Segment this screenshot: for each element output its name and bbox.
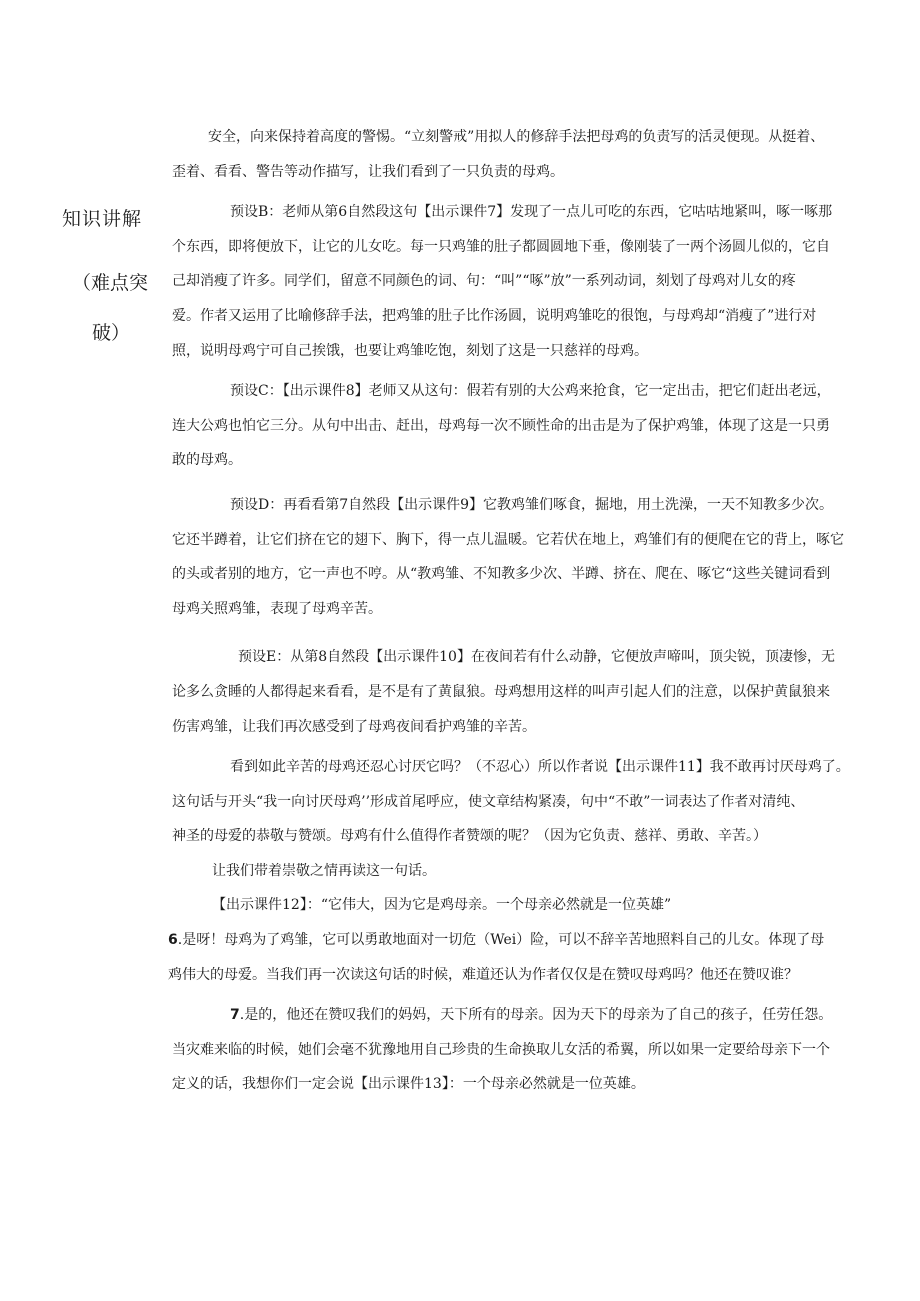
text-line: 己却消瘦了许多。同学们，留意不同颜色的词、句：“叫”“啄”放”一系列动词，刻划了母鸡对儿女的疼 — [172, 273, 796, 290]
text-line: 安全，向来保持着高度的警惕。“立刻警戒”用拟人的修辞手法把母鸡的负责写的活灵便现。从挺着、 — [208, 129, 825, 145]
text-line: 歪着、看看、警告等动作描写，让我们看到了一只负责的母鸡。 — [172, 163, 564, 180]
text-line — [172, 998, 880, 1033]
text-line: 它还半蹲着，让它们挤在它的翅下、胸下，得一点儿温暖。它若伏在地上，鸡雏们有的便爬在它的背上，啄它 — [172, 531, 844, 548]
text-line: 【出示课件12】：“它伟大，因为它是鸡母亲。一个母亲必然就是一位英雄” — [212, 897, 672, 914]
text-line: 母鸡关照鸡雏，表现了母鸡辛苦。 — [172, 600, 382, 617]
text-line: 当灾难来临的时候，她们会毫不犹豫地用自己珍贵的生命换取儿女活的希翼，所以如果一定要给母亲下一个 — [172, 1041, 830, 1058]
text-line: 这句话与开头“我一向讨厌母鸡’’形成首尾呼应，使文章结构紧凑，句中“不敢”一词表达了作者对清纯、 — [172, 793, 805, 810]
paragraph-1 — [172, 120, 880, 189]
text-line: 论多么贪睡的人都得起来看看，是不是有了黄鼠狼。母鸡想用这样的叫声引起人们的注意，以保护黄鼠狼来 — [172, 683, 830, 700]
sidebar-label-line-3: 破） — [92, 322, 131, 344]
item-text: .是呀！母鸡为了鸡雏，它可以勇敢地面对一切危（Wei）险，可以不辞辛苦地照料自己的儿女。体现了母 — [177, 932, 825, 949]
text-line: 预设D：再看看第7自然段【出示课件9】它教鸡雏们啄食，掘地，用土洗澡，一天不知教多少次。 — [230, 496, 834, 513]
paragraph-conclusion — [172, 750, 880, 854]
text-line: 敢的母鸡。 — [172, 452, 242, 469]
text-line: 预设B：老师从第6自然段这句【出示课件7】发现了一点儿可吃的东西，它咕咕地紧叫，啄一啄那 — [230, 204, 833, 221]
paragraph-preset-e — [172, 640, 880, 744]
document-body — [168, 120, 880, 1102]
paragraph-item-6 — [168, 923, 880, 992]
text-line: 定义的话，我想你们一定会说【出示课件13】：一个母亲必然就是一位英雄。 — [172, 1076, 645, 1093]
paragraph-preset-d — [172, 488, 880, 626]
item-text: .是的，他还在赞叹我们的妈妈，天下所有的母亲。因为天下的母亲为了自己的孩子，任劳任怨。 — [239, 1007, 833, 1024]
text-line: 预设C：【出示课件8】老师又从这句：假若有别的大公鸡来抢食，它一定出击，把它们赶出老远， — [230, 383, 831, 400]
text-line: 爱。作者又运用了比喻修辞手法，把鸡雏的肚子比作汤圆，说明鸡雏吃的很饱，与母鸡却“消瘦了”进行对 — [172, 307, 817, 324]
item-number: 6 — [168, 932, 178, 949]
text-line — [168, 923, 880, 958]
text-line: 鸡伟大的母爱。当我们再一次读这句话的时候，难道还认为作者仅仅是在赞叹母鸡吗？他还在赞叹谁？ — [168, 966, 798, 983]
text-line: 让我们带着崇敬之情再读这一句话。 — [212, 862, 436, 879]
item-number: 7 — [230, 1007, 240, 1024]
paragraph-read-again — [172, 854, 880, 889]
text-line: 个东西，即将便放下，让它的儿女吃。每一只鸡雏的肚子都圆圆地下垂，像刚装了一两个汤圆儿似的，它自 — [172, 238, 830, 255]
text-line: 连大公鸡也怕它三分。从句中出击、赶出，母鸡每一次不顾性命的出击是为了保护鸡雏，体现了这是一只勇 — [172, 417, 830, 434]
paragraph-preset-c — [172, 374, 880, 478]
text-line: 看到如此辛苦的母鸡还忍心讨厌它吗？（不忍心）所以作者说【出示课件11】我不敢再讨厌母鸡了。 — [230, 759, 850, 776]
text-line: 的头或者别的地方，它一声也不哼。从“教鸡雏、不知教多少次、半蹲、挤在、爬在、啄它“这些关键词看到 — [172, 566, 831, 583]
text-line: 预设E：从第8自然段【出示课件10】在夜间若有什么动静，它便放声啼叫，顶尖锐，顶凄惨，无 — [238, 649, 835, 666]
sidebar-label-line-1: 知识讲解 — [62, 208, 143, 230]
text-line: 神圣的母爱的恭敬与赞颂。母鸡有什么值得作者赞颂的呢？（因为它负责、慈祥、勇敢、辛苦。） — [172, 828, 767, 845]
sidebar-label-line-2: （难点突 — [72, 272, 149, 294]
paragraph-courseware-12 — [172, 888, 880, 923]
text-line: 伤害鸡雏，让我们再次感受到了母鸡夜间看护鸡雏的辛苦。 — [172, 718, 536, 735]
paragraph-item-7 — [172, 998, 880, 1102]
paragraph-preset-b — [172, 195, 880, 368]
text-line: 照，说明母鸡宁可自己挨饿，也要让鸡雏吃饱，刻划了这是一只慈祥的母鸡。 — [172, 342, 648, 359]
